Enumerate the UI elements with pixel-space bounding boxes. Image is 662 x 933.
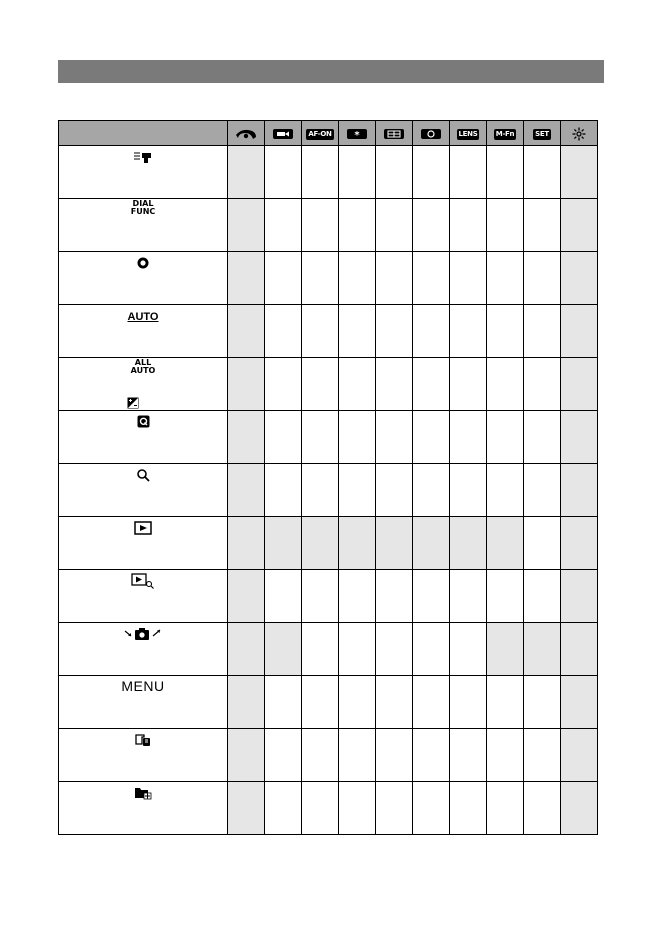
header-col-4 xyxy=(376,121,413,146)
grid-cell xyxy=(339,199,376,252)
grid-cell xyxy=(561,729,598,782)
grid-cell xyxy=(302,358,339,411)
table-row xyxy=(59,782,598,835)
grid-cell xyxy=(487,517,524,570)
grid-cell xyxy=(228,517,265,570)
grid-cell xyxy=(339,782,376,835)
grid-cell xyxy=(265,305,302,358)
grid-cell xyxy=(524,252,561,305)
grid-cell xyxy=(561,570,598,623)
grid-cell xyxy=(413,517,450,570)
grid-cell xyxy=(376,411,413,464)
grid-cell xyxy=(450,358,487,411)
svg-text:*: * xyxy=(354,130,360,140)
grid-cell xyxy=(339,517,376,570)
grid-cell xyxy=(302,517,339,570)
sparkle-icon xyxy=(572,124,586,143)
grid-cell xyxy=(487,305,524,358)
function-cell xyxy=(59,782,228,835)
table-row xyxy=(59,623,598,676)
grid-cell xyxy=(450,411,487,464)
lens-icon: LENS xyxy=(458,129,478,138)
magnify-icon xyxy=(136,464,150,483)
dial-func-icon: DIAL FUNC xyxy=(130,199,156,216)
grid-cell xyxy=(561,199,598,252)
grid-cell xyxy=(413,464,450,517)
grid-cell xyxy=(228,782,265,835)
shutter-button-icon xyxy=(132,146,154,165)
grid-cell xyxy=(561,782,598,835)
header-col-6 xyxy=(450,121,487,146)
grid-cell xyxy=(265,199,302,252)
header-col-3 xyxy=(339,121,376,146)
grid-cell xyxy=(265,358,302,411)
exposure-comp-icon xyxy=(127,392,139,411)
auto-icon: AUTO xyxy=(127,311,159,323)
grid-cell xyxy=(561,464,598,517)
grid-cell xyxy=(524,199,561,252)
set-icon: SET xyxy=(535,129,549,138)
function-cell xyxy=(59,146,228,199)
grid-cell xyxy=(487,570,524,623)
table-row xyxy=(59,358,598,411)
grid-cell xyxy=(228,570,265,623)
grid-cell xyxy=(265,464,302,517)
grid-cell xyxy=(228,358,265,411)
grid-cell xyxy=(413,623,450,676)
grid-cell xyxy=(339,358,376,411)
grid-cell xyxy=(265,252,302,305)
grid-cell xyxy=(487,358,524,411)
table-row xyxy=(59,252,598,305)
grid-cell xyxy=(561,411,598,464)
grid-cell xyxy=(228,146,265,199)
table-header-row xyxy=(59,121,598,146)
grid-cell xyxy=(376,729,413,782)
grid-cell xyxy=(487,464,524,517)
grid-cell xyxy=(376,252,413,305)
grid-cell xyxy=(561,358,598,411)
grid-cell xyxy=(228,305,265,358)
grid-cell xyxy=(339,570,376,623)
grid-cell xyxy=(413,358,450,411)
grid-cell xyxy=(376,517,413,570)
af-on-icon: AF-ON xyxy=(308,129,332,138)
grid-cell xyxy=(228,411,265,464)
grid-cell xyxy=(413,252,450,305)
grid-cell xyxy=(487,623,524,676)
grid-cell xyxy=(376,358,413,411)
grid-cell xyxy=(524,146,561,199)
grid-cell xyxy=(413,411,450,464)
table-row xyxy=(59,729,598,782)
grid-cell xyxy=(376,199,413,252)
grid-cell xyxy=(524,782,561,835)
grid-cell xyxy=(228,729,265,782)
grid-cell xyxy=(450,570,487,623)
grid-cell xyxy=(413,570,450,623)
grid-cell xyxy=(376,146,413,199)
grid-cell xyxy=(228,464,265,517)
grid-cell xyxy=(450,464,487,517)
grid-cell xyxy=(524,570,561,623)
grid-cell xyxy=(450,729,487,782)
table-row xyxy=(59,146,598,199)
grid-cell xyxy=(265,676,302,729)
grid-cell xyxy=(376,782,413,835)
grid-cell xyxy=(339,623,376,676)
grid-cell xyxy=(487,782,524,835)
grid-cell xyxy=(228,676,265,729)
grid-cell xyxy=(339,729,376,782)
grid-cell xyxy=(376,623,413,676)
grid-cell xyxy=(265,570,302,623)
grid-cell xyxy=(524,676,561,729)
grid-cell xyxy=(450,517,487,570)
grid-cell xyxy=(302,411,339,464)
grid-cell xyxy=(524,411,561,464)
table-row xyxy=(59,305,598,358)
grid-cell xyxy=(413,199,450,252)
grid-cell xyxy=(413,782,450,835)
playback-zoom-icon xyxy=(131,570,155,589)
grid-cell xyxy=(302,199,339,252)
table-row xyxy=(59,411,598,464)
all-auto-icon: ALL AUTO xyxy=(130,358,156,375)
grid-cell xyxy=(561,676,598,729)
circle-icon xyxy=(420,124,442,143)
grid-cell xyxy=(376,570,413,623)
grid-cell xyxy=(339,252,376,305)
function-cell xyxy=(59,464,228,517)
grid-cell xyxy=(524,358,561,411)
grid-cell xyxy=(302,570,339,623)
grid-cell xyxy=(561,252,598,305)
grid-cell xyxy=(450,199,487,252)
grid-cell xyxy=(265,517,302,570)
grid-cell xyxy=(561,517,598,570)
table-row xyxy=(59,199,598,252)
table-row xyxy=(59,464,598,517)
grid-cell xyxy=(487,729,524,782)
header-function-cell xyxy=(59,121,228,146)
q-button-icon xyxy=(137,411,150,430)
mfn-icon: M-Fn xyxy=(495,129,515,138)
function-cell xyxy=(59,411,228,464)
grid-cell xyxy=(450,782,487,835)
playback-icon xyxy=(134,517,152,536)
grid-cell xyxy=(265,146,302,199)
grid-cell xyxy=(487,146,524,199)
function-cell xyxy=(59,517,228,570)
header-col-5 xyxy=(413,121,450,146)
grid-cell xyxy=(302,782,339,835)
function-cell xyxy=(59,252,228,305)
grid-cell xyxy=(487,676,524,729)
grid-cell xyxy=(487,252,524,305)
grid-cell xyxy=(450,252,487,305)
header-col-8 xyxy=(524,121,561,146)
menu-icon: MENU xyxy=(121,678,165,694)
grid-cell xyxy=(524,464,561,517)
header-col-9 xyxy=(561,121,598,146)
grid-cell xyxy=(339,146,376,199)
header-col-1 xyxy=(265,121,302,146)
grid-cell xyxy=(413,729,450,782)
grid-cell xyxy=(561,146,598,199)
header-col-2 xyxy=(302,121,339,146)
movie-icon xyxy=(272,124,294,143)
grid-cell xyxy=(413,305,450,358)
grid-cell xyxy=(524,623,561,676)
grid-cell xyxy=(524,305,561,358)
folder-icon xyxy=(134,782,152,801)
table-row xyxy=(59,570,598,623)
grid-cell xyxy=(524,517,561,570)
grid-cell xyxy=(302,305,339,358)
camera-rotate-icon xyxy=(123,623,163,642)
grid-cell xyxy=(339,676,376,729)
function-cell xyxy=(59,199,228,252)
grid-cell xyxy=(413,676,450,729)
function-cell xyxy=(59,676,228,729)
grid-cell xyxy=(302,623,339,676)
table-row xyxy=(59,676,598,729)
function-cell xyxy=(59,305,228,358)
grid-cell xyxy=(339,411,376,464)
grid-cell xyxy=(376,464,413,517)
card-icon xyxy=(135,729,151,748)
dial-icon xyxy=(136,252,150,271)
grid-cell xyxy=(302,146,339,199)
header-col-7 xyxy=(487,121,524,146)
button-assignment-table xyxy=(58,120,598,835)
grid-cell xyxy=(265,729,302,782)
grid-cell xyxy=(561,305,598,358)
grid-cell xyxy=(524,729,561,782)
grid-cell xyxy=(302,676,339,729)
header-col-0 xyxy=(228,121,265,146)
grid-cell xyxy=(265,623,302,676)
grid-cell xyxy=(450,623,487,676)
function-cell xyxy=(59,623,228,676)
grid-cell xyxy=(376,676,413,729)
grid-cell xyxy=(302,252,339,305)
grid-cell xyxy=(265,782,302,835)
grid-cell xyxy=(561,623,598,676)
grid-cell xyxy=(450,146,487,199)
grid-cell xyxy=(228,199,265,252)
ring-icon xyxy=(233,124,259,143)
grid-cell xyxy=(265,411,302,464)
grid-cell xyxy=(339,305,376,358)
star-icon xyxy=(346,124,368,143)
function-cell xyxy=(59,570,228,623)
function-cell xyxy=(59,729,228,782)
grid-cell xyxy=(413,146,450,199)
grid-cell xyxy=(302,729,339,782)
function-cell xyxy=(59,358,228,411)
grid-cell xyxy=(450,676,487,729)
section-title-bar xyxy=(58,60,604,83)
grid-cell xyxy=(376,305,413,358)
table-row xyxy=(59,517,598,570)
grid-cell xyxy=(228,623,265,676)
grid-cell xyxy=(339,464,376,517)
grid-cell xyxy=(228,252,265,305)
grid-cell xyxy=(487,411,524,464)
frame-icon xyxy=(383,124,405,143)
grid-cell xyxy=(450,305,487,358)
grid-cell xyxy=(302,464,339,517)
grid-cell xyxy=(487,199,524,252)
